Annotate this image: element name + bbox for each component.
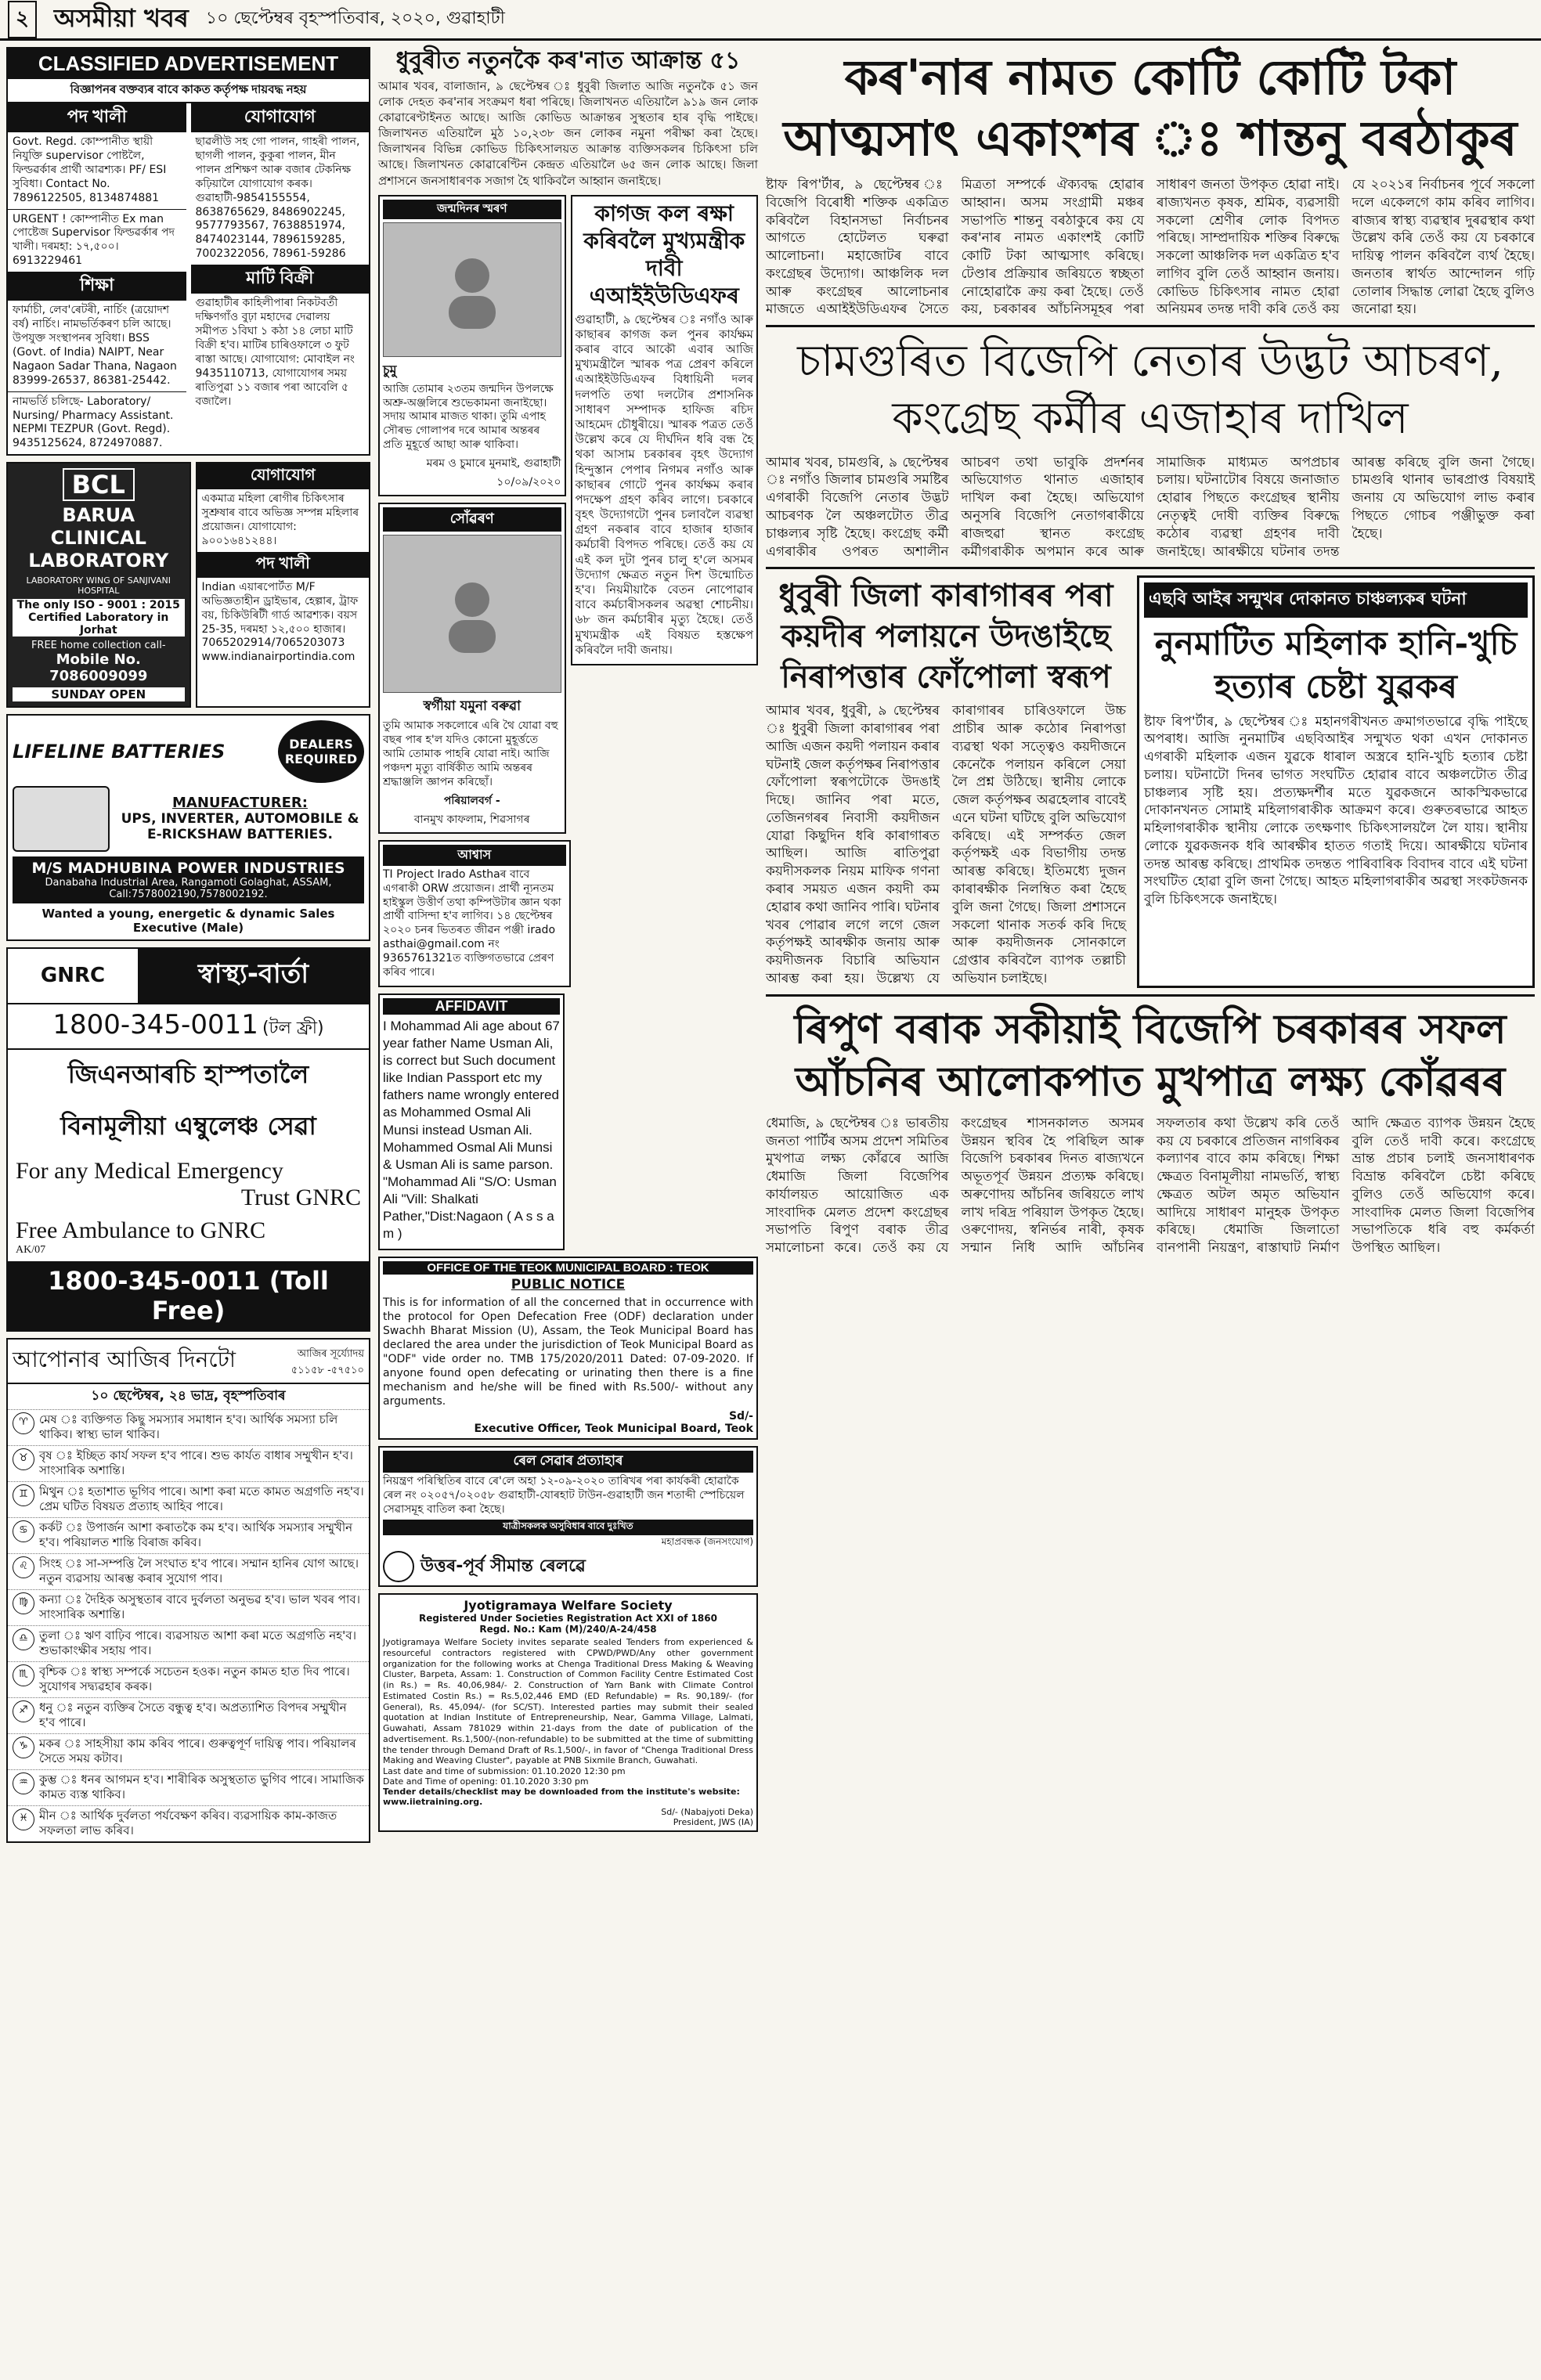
ripun-headline: ৰিপুণ বৰাক সকীয়াই বিজেপি চৰকাৰৰ সফল আঁচনিৰ আলোকপাত মুখপাত্ৰ লক্ষ্য কোঁৱৰৰ: [794, 1004, 1507, 1106]
obituary-title: সোঁৱৰণ: [383, 507, 561, 532]
gnrc-hospital: জিএনআৰচি হাস্পতালৈ: [8, 1048, 369, 1102]
obituary-photo: [383, 535, 561, 693]
horoscope-item: [8, 1661, 369, 1697]
railway-footer: যাত্ৰীসকলক অসুবিধাৰ বাবে দুঃখিত: [383, 1520, 753, 1535]
paper-name: অসমীয়া খবৰ: [53, 2, 189, 33]
obituary-family-label: পৰিয়ালবৰ্গ -: [443, 794, 500, 807]
tender-opening: Date and Time of opening: 01.10.2020 3:30 pm: [383, 1776, 589, 1787]
land-sale-heading: মাটি বিক্ৰী: [191, 265, 370, 294]
person-icon: [441, 575, 503, 653]
memorial-name: চুমু: [383, 362, 397, 377]
tender-regno: Regd. No.: Kam (M)/240/A-24/458: [479, 1624, 657, 1635]
lifeline-products: UPS, INVERTER, AUTOMOBILE & E-RICKSHAW BATTERIES.: [121, 811, 359, 843]
gnrc-logo: GNRC: [40, 964, 106, 988]
contact-ad-1: ছাৱলীউ সহ গো পালন, গাহৰী পালন, ছাগলী পালন, কুকুৰা পালন, মীন পালন প্ৰশিক্ষণ আৰু বজাৰ টেকনিক্ষ কঢ়িয়ালৈ যোগাযোগ কৰক। গুৱাহাটী-9854155554, 8638765629, 8486902245, 9577793567, 7638851974, 8474023144, 7896159285, 7002322056, 78961-59286: [195, 135, 360, 261]
gnrc-tollfree: 1800-345-0011: [52, 1008, 258, 1040]
affidavit-text: I Mohammad Ali age about 67 year father Name Usman Ali, is correct but Such document like Indian Passport etc my fathers name wrongly entered as Mohammed Osmal Ali Munsi instead Usman Ali. Mohammed Osmal Ali Munsi & Usman Ali is same parson. "Mohammad Ali "S/O: Usman Ali "Vill: Shalkati Pather,"Dist:Nagaon ( A s s a m ): [383, 1018, 560, 1242]
zodiac-icon: ♈: [13, 1412, 34, 1434]
horoscope-text: সিংহ ঃ সা-সম্পত্তি লৈ সংঘাত হ'ব পাৰে। সম্মান হানিৰ যোগ আছে। নতুন ব্যৱসায় আৰম্ভ কৰাৰ সুযোগ পাব।: [39, 1556, 359, 1586]
dealers-badge: DEALERS REQUIRED: [278, 720, 364, 783]
chamaguri-headline: চামগুৰিত বিজেপি নেতাৰ উদ্ভট আচৰণ, কংগ্ৰেছ কৰ্মীৰ এজাহাৰ দাখিল: [797, 336, 1503, 444]
gnrc-emergency-1: For any Medical Emergency: [16, 1157, 283, 1184]
memorial-title: জন্মদিনৰ স্মৰণ: [383, 200, 561, 219]
memorial-text: আজি তোমাৰ ২৩তম জন্মদিন উপলক্ষে অশ্ৰু-অঞ্জলিৰে শুভেকামনা জনাইছো। সদায় আমাৰ মাজত থাকা। তুমি এপাহ সৌৰভ গোলাপৰ দৰে আমাৰ অন্তৰৰ প্ৰতি মুহূৰ্ত্তে আছা আৰু থাকিবা।: [383, 382, 554, 452]
lifeline-company: M/S MADHUBINA POWER INDUSTRIES: [31, 859, 345, 877]
zodiac-icon: ♒: [13, 1772, 34, 1794]
memorial-ad: [378, 195, 566, 497]
obituary-name: স্বৰ্গীয়া যমুনা বৰুৱা: [423, 698, 521, 715]
battery-icon: [13, 786, 110, 852]
horoscope-item: [8, 1553, 369, 1589]
teok-notice-head: OFFICE OF THE TEOK MUNICIPAL BOARD : TEOK: [383, 1261, 753, 1275]
ashwas-title: আশ্বাস: [383, 845, 566, 866]
dhubri-covid-article: [378, 47, 758, 189]
gnrc-emergency-2: Trust GNRC: [240, 1184, 361, 1210]
horoscope-item: [8, 1589, 369, 1625]
classified-disclaimer: বিজ্ঞাপনৰ বক্তব্যৰ বাবে কাকত কৰ্তৃপক্ষ দায়বদ্ধ নহয়: [8, 79, 369, 103]
classified-title: CLASSIFIED ADVERTISEMENT: [8, 49, 369, 79]
horoscope-date: ১০ ছেপ্টেম্বৰ, ২৪ ভাদ্ৰ, বৃহস্পতিবাৰ: [91, 1387, 286, 1404]
vacancy-heading: পদ খালী: [8, 103, 186, 132]
zodiac-icon: ♋: [13, 1520, 34, 1542]
zodiac-icon: ♉: [13, 1448, 34, 1470]
horoscope-text: বৃষ ঃ ইচ্ছিত কাৰ্য সফল হ'ব পাৰে। শুভ কাৰ্যত বাধাৰ সম্মুখীন হ'ব। সাংসাৰিক অশান্তি।: [39, 1448, 353, 1478]
contact2-heading: যোগাযোগ: [197, 463, 370, 489]
affidavit-ad: [378, 993, 565, 1250]
contact-heading: যোগাযোগ: [191, 103, 370, 132]
lifeline-ad: [6, 714, 370, 941]
horoscope-text: কৰ্কট ঃ উপাৰ্জন আশা কৰাতকৈ কম হ'ব। আৰ্থিক সমস্যাৰ সম্মুখীন হ'ব। পৰিয়ালত শান্তি বিৰাজ কৰিব।: [39, 1520, 353, 1550]
lifeline-address: Danabaha Industrial Area, Rangamoti Golaghat, ASSAM, Call:7578002190,7578002192.: [45, 876, 332, 900]
lead-article: [766, 47, 1535, 319]
bcl-laboratory-ad: [6, 462, 191, 707]
obituary-family: বানমুখ কাফলাম, শিৱসাগৰ: [413, 813, 530, 826]
railway-name: উত্তৰ-পূৰ্ব সীমান্ত ৰেলৱে: [420, 1556, 586, 1576]
horoscope-item: [8, 1769, 369, 1805]
vacancy-ad-1: Govt. Regd. কোম্পানীত স্থায়ী নিযুক্তি supervisor পোষ্টলৈ, ফিল্ডৱৰ্কাৰ প্ৰাৰ্থী আৱশ্যক। PF/ ESI সুবিধা। Contact No. 7896122505, 8134874881: [13, 135, 167, 204]
obituary-text: তুমি আমাক সকলোৰে এৰি থৈ যোৱা বহু বছৰ পাৰ হ'ল যদিও কোনো মুহূৰ্ত্ততে আমি তোমাক পাহৰি যোৱা নাই। আজি পঞ্চদশ মৃত্যু বাৰ্ষিকীত আমি অন্তৰৰ শ্ৰদ্ধাঞ্জলি জ্ঞাপন কৰিছোঁ।: [383, 719, 558, 788]
gnrc-tollfree-label: (টল ফ্ৰী): [262, 1018, 324, 1038]
railway-title: ৰেল সেৱাৰ প্ৰত্যাহাৰ: [383, 1451, 753, 1473]
bcl-sunday: SUNDAY OPEN: [13, 687, 185, 701]
dhubri-covid-body: আমাৰ খবৰ, বালাজান, ৯ ছেপ্টেম্বৰ ঃ ধুবুৰী জিলাত আজি নতুনকৈ ৫১ জন লোক দেহত কৰ'নাৰ সংক্ৰমণ ধৰা পৰিছে। জিলাখনত এতিয়ালৈ ৯১৯ জন লোক কোৱাৰেণ্টাইনত আছে। আজি কোভিড আক্ৰান্তৰ সুস্থতাৰ হাৰ বৃদ্ধি পাইছে। জিলাখনত এতিয়ালৈ মুঠ ১০,২৩৮ জন লোকৰ নমুনা পৰীক্ষা কৰা হৈছে। জিলাখনৰ বিভিন্ন কোভিড চিকিৎসালয়ত আক্ৰান্ত ব্যক্তিসকলৰ চিকিৎসা চলি আছে। জিলাখনত কোৱাৰেণ্টিন কেন্দ্ৰত এতিয়ালৈ ৬৫ জন লোক আছে। জিলা প্ৰশাসনে জনসাধাৰণক সজাগ হৈ থাকিবলৈ আহ্বান জনাইছে।: [378, 79, 758, 188]
classified-column: [6, 47, 370, 1849]
dhubri-jail-article: [766, 575, 1126, 987]
bcl-logo: BCL: [63, 468, 135, 501]
teok-notice-sd: Sd/-: [728, 1410, 753, 1423]
zodiac-icon: ♏: [13, 1664, 34, 1686]
horoscope-text: বৃশ্চিক ঃ স্বাস্থ্য সম্পৰ্কে সচেতন হওক। নতুন কামত হাত দিব পাৰে। সুযোগৰ সদ্ব্যৱহাৰ কৰক।: [39, 1664, 350, 1694]
horoscope-item: [8, 1445, 369, 1481]
horoscope-text: কুম্ভ ঃ ধনৰ আগমন হ'ব। শাৰীৰিক অসুস্থতাত ভুগিব পাৰে। সামাজিক কামত ব্যস্ত থাকিব।: [39, 1772, 364, 1802]
zodiac-icon: ♊: [13, 1484, 34, 1506]
zodiac-icon: ♓: [13, 1808, 34, 1830]
obituary-ad: [378, 503, 566, 834]
horoscope-item: [8, 1625, 369, 1661]
tender-title: Jyotigramaya Welfare Society: [464, 1598, 673, 1614]
teok-notice-title: PUBLIC NOTICE: [511, 1277, 626, 1293]
main-news-column: [766, 47, 1535, 1257]
horoscope-text: মীন ঃ আৰ্থিক দুৰ্বলতা পৰ্যবেক্ষণ কৰিব। ব্যৱসায়িক কাম-কাজত সফলতা লাভ কৰিব।: [39, 1808, 337, 1838]
lifeline-brand: LIFELINE BATTERIES: [13, 740, 226, 763]
sunrise-time: ৫১১৫৮ -৫৭৫১০: [291, 1364, 364, 1376]
tender-reg: Registered Under Societies Registration Act XXI of 1860: [419, 1613, 717, 1625]
sunrise-label: আজিৰ সূৰ্য্যোদয়: [297, 1347, 364, 1360]
post-heading: পদ খালী: [197, 552, 370, 578]
horoscope-item: [8, 1481, 369, 1517]
horoscope-text: ধনু ঃ নতুন ব্যক্তিৰ সৈতে বন্ধুত্ব হ'ব। অপ্ৰত্যাশিত বিপদৰ সম্মুখীন হ'ব পাৰে।: [39, 1700, 347, 1730]
teok-notice-text: This is for information of all the concerned that in occurrence with the protocol for Open Defecation Free (ODF) declaration under Swachh Bharat Mission (U), Assam, the Teok Municipal Board has declared the area under the jurisdiction of Teok Municipal Board as "ODF" vide order no. TMB 175/2020/2011 Dated: 07-09-2020. If anyone found open defecating or urinating then there is a fine mechanism and he/she will be fined with Rs.500/- without any arguments.: [383, 1296, 753, 1408]
horoscope-text: মেষ ঃ ব্যক্তিগত কিছু সমস্যাৰ সমাধান হ'ব। আৰ্থিক সমস্যা চলি থাকিব। স্বাস্থ্য ভাল থাকিব।: [39, 1412, 338, 1442]
contact2-ad: একমাত্ৰ মহিলা ৰোগীৰ চিকিৎসাৰ সুশ্ৰুষাৰ বাবে অভিজ্ঞ সম্পন্ন মহিলাৰ প্ৰয়োজন। যোগাযোগ: ৯০০১৬৪১২৪৪।: [201, 492, 359, 547]
horoscope-item: [8, 1697, 369, 1733]
dhubri-jail-body: আমাৰ খবৰ, ধুবুৰী, ৯ ছেপ্টেম্বৰ ঃ ধুবুৰী জিলা কাৰাগাৰৰ পৰা আজি এজন কয়দী পলায়ন কৰাৰ ঘটনাই জেল কৰ্তৃপক্ষৰ নিৰাপত্তাৰ ফোঁপোলা স্বৰূপটোকে উদঙাই দিছে। জানিব পৰা মতে, তেজিনগৰৰ নিবাসী কয়দীজন যোৱা কিছুদিন ধৰি কাৰাগাৰত আছিল। আজি ৰাতিপুৱা কয়দীসকলক নিয়ম মাফিক গণনা কৰাৰ সময়ত এজন কয়দী কম হোৱাৰ কথা জানিব পাৰি। ঘটনাৰ খবৰ পোৱাৰ লগে লগে জেল কৰ্তৃপক্ষই আৰক্ষীক জনায় আৰু কয়দীজনক বিচাৰি অভিযান আৰম্ভ কৰা হয়। উল্লেখ্য যে কাৰাগাৰৰ চাৰিওফালে উচ্চ প্ৰাচীৰ আৰু কঠোৰ নিৰাপত্তা ব্যৱস্থা থকা সত্ত্বেও কয়দীজনে কেনেকৈ পলায়ন কৰিলে সেয়া লৈ প্ৰশ্ন উঠিছে। স্থানীয় লোকে জেল কৰ্তৃপক্ষৰ অৱহেলাৰ বাবেই এনে ঘটনা ঘটিছে বুলি অভিযোগ কৰিছে। এই সম্পৰ্কত জেল কৰ্তৃপক্ষই এক বিভাগীয় তদন্ত আৰম্ভ কৰিছে। ইতিমধ্যে দুজন কাৰাৰক্ষীক নিলম্বিত কৰা হৈছে বুলি জনা গৈছে। জিলা প্ৰশাসনে সকলো থানাক সতৰ্ক কৰি দিছে আৰু কয়দীজনক সোনকালে গ্ৰেপ্তাৰ কৰিবলৈ ব্যাপক তল্লাচী অভিযান চলাইছে।: [766, 703, 1126, 986]
ashwas-text: TI Project Irado Asthaৰ বাবে এগৰাকী ORW প্ৰয়োজন। প্ৰাৰ্থী ন্যূনতম হাইস্কুল উত্তীৰ্ণ তথা কম্পিউটাৰ জ্ঞান থকা প্ৰাৰ্থী বাসিন্দা হ'ব লাগিব। ১৪ ছেপ্টেম্বৰ ২০২০ চনৰ ভিতৰত জীৱন পঞ্জী irado asthai@gmail.com নং 9365761321ত ব্যক্তিগতভাৱে প্ৰেৰণ কৰিব পাৰে।: [383, 867, 561, 979]
horoscope-item: [8, 1733, 369, 1769]
gnrc-tollfree-en: 1800-345-0011 (Toll Free): [8, 1261, 369, 1330]
middle-column: [378, 47, 758, 1838]
gnrc-ad: [6, 947, 370, 1332]
horoscope-title: আপোনাৰ আজিৰ দিনটো: [13, 1346, 236, 1372]
horoscope-text: তুলা ঃ ঋণ বাঢ়িব পাৰে। ব্যৱসায়ত আশা কৰা মতে অগ্ৰগতি নহ'ব। শুভাকাংক্ষীৰ সহায় পাব।: [39, 1628, 356, 1658]
chamaguri-body: আমাৰ খবৰ, চামগুৰি, ৯ ছেপ্টেম্বৰ ঃ নগাঁও জিলাৰ চামগুৰি সমষ্টিৰ এগৰাকী বিজেপি নেতাৰ উদ্ভট আচৰণক লৈ অঞ্চলটোত তীব্ৰ চাঞ্চল্যৰ সৃষ্টি হৈছে। কংগ্ৰেছ কৰ্মী এগৰাকীৰ ওপৰত অশালীন আচৰণ তথা ভাবুকি প্ৰদৰ্শনৰ অভিযোগত থানাত এজাহাৰ দাখিল কৰা হৈছে। অভিযোগ অনুসৰি বিজেপি নেতাগৰাকীয়ে ৰাজহুৱা স্থানত কংগ্ৰেছ কৰ্মীগৰাকীক অপমান কৰে আৰু সামাজিক মাধ্যমত অপপ্ৰচাৰ চলায়। ঘটনাটোৰ বিষয়ে জনাজাত হোৱাৰ পিছতে কংগ্ৰেছৰ স্থানীয় নেতৃত্বই দোষী ব্যক্তিৰ বিৰুদ্ধে কঠোৰ ব্যৱস্থা গ্ৰহণৰ দাবী জনাইছে। আৰক্ষীয়ে ঘটনাৰ তদন্ত আৰম্ভ কৰিছে বুলি জনা গৈছে। চামগুৰি থানাৰ ভাৰপ্ৰাপ্ত বিষয়াই জনায় যে অভিযোগ লাভ কৰাৰ পিছতে গোচৰ পঞ্জীভুক্ত কৰা হৈছে।: [766, 454, 1535, 560]
education-ad-1: ফাৰ্মাচী, লেব'ৰেটৰী, নাৰ্চিং (ত্ৰয়োদশ বৰ্ষ) নাৰ্চিং। নামভৰ্তিকৰণ চলি আছে। উপযুক্ত সংস্থাপনৰ সুবিধা। BSS (Govt. of India) NAIPT, Near Nagaon Sadar Thana, Nagaon 83999-26537, 86381-25442.: [13, 304, 177, 387]
nunmati-article: [1137, 575, 1535, 987]
classified-section: [6, 47, 370, 456]
page-number: ২: [8, 1, 37, 38]
nunmati-kicker: এছবি আইৰ সন্মুখৰ দোকানত চাঞ্চল্যকৰ ঘটনা: [1144, 582, 1528, 618]
classified-side: [196, 462, 371, 707]
memorial-date: ১০/০৯/২০২০: [496, 476, 561, 489]
tender-last-date: Last date and time of submission: 01.10.2020 12:30 pm: [383, 1766, 626, 1777]
tender-president: President, JWS (IA): [673, 1817, 753, 1828]
teok-public-notice: [378, 1257, 758, 1440]
gnrc-ambulance: বিনামূলীয়া এম্বুলেঞ্চ সেৱা: [60, 1110, 316, 1141]
gnrc-code: AK/07: [16, 1243, 46, 1256]
ripun-body: ধেমাজি, ৯ ছেপ্টেম্বৰ ঃ ভাৰতীয় জনতা পাৰ্টিৰ অসম প্ৰদেশ সমিতিৰ মুখপাত্ৰ লক্ষ্য কোঁৱৰে আজি ধেমাজি জিলা বিজেপিৰ কাৰ্যালয়ত আয়োজিত এক সাংবাদিক মেলত প্ৰদেশ কংগ্ৰেছৰ সভাপতি ৰিপুণ বৰাক তীব্ৰ সমালোচনা কৰে। তেওঁ কয় যে কংগ্ৰেছৰ শাসনকালত অসমৰ উন্নয়ন স্থবিৰ হৈ পৰিছিল আৰু বিজেপি চৰকাৰৰ দিনত ৰাজ্যখনে অভূতপূৰ্ব উন্নয়ন প্ৰত্যক্ষ কৰিছে। অৰুণোদয় আঁচনিৰ জৰিয়তে লাখ লাখ দৰিদ্ৰ পৰিয়াল উপকৃত হৈছে। ওৰুণোদয়, স্বনিৰ্ভৰ নাৰী, কৃষক সন্মান নিধি আদি আঁচনিৰ সফলতাৰ কথা উল্লেখ কৰি তেওঁ কয় যে চৰকাৰে প্ৰতিজন নাগৰিকৰ কল্যাণৰ বাবে কাম কৰিছে। শিক্ষা ক্ষেত্ৰত বিনামূলীয়া নামভৰ্তি, স্বাস্থ্য ক্ষেত্ৰত অটল অমৃত অভিযান আদিয়ে সাধাৰণ মানুহক উপকৃত কৰিছে। ধেমাজি জিলাতো বানপানী নিয়ন্ত্ৰণ, ৰাস্তাঘাট নিৰ্মাণ আদি ক্ষেত্ৰত ব্যাপক উন্নয়ন হৈছে বুলি তেওঁ দাবী কৰে। কংগ্ৰেছে ভ্ৰান্ত প্ৰচাৰ চলাই জনসাধাৰণক বিভ্ৰান্ত কৰিবলৈ চেষ্টা কৰিছে বুলিও তেওঁ অভিযোগ কৰে। সাংবাদিক মেলত জিলা বিজেপিৰ সভাপতিকে ধৰি বহু কৰ্মকৰ্তা উপস্থিত আছিল।: [766, 1115, 1535, 1257]
horoscope-item: [8, 1805, 369, 1841]
tender-text: Jyotigramaya Welfare Society invites separate sealed Tenders from experienced & resourceful contractors registered with CPWD/PWD/Any other government organization for the following works at Chenga Traditional Dress Making & Weaving Cluster, Barpeta, Assam: 1. Construction of Common Facility Centre Estimated Cost (in Rs.) = Rs. 40,06,984/- 2. Construction of Yarn Bank with Climate Control Estimated Costin Rs.) = Rs.5,02,446 EMD (ED Refundable) = Rs. 90,189/- (for General), Rs. 45,094/- (for SC/ST). Interested parties may submit their sealed quotation at Indian Institute of Entrepreneurship, Near, Gamma Village, Lalmati, Guwahati, Assam 781029 within 21-days from the date of publication of the advertisement. Rs.1,500/-(non-refundable) to be submitted at the time of submitting the tender through Demand Draft of Rs.1,500/-, in favor of "Chenga Traditional Dress Making and Weaving Cluster", payable at PNB Sixmile Branch, Guwahati.: [383, 1637, 753, 1766]
paper-mill-headline: কাগজ কল ৰক্ষা কৰিবলৈ মুখ্যমন্ত্ৰীক দাবী এআইইউডিএফৰ: [583, 200, 745, 308]
chamaguri-article: [766, 334, 1535, 561]
health-title: স্বাস্থ্য-বাৰ্তা: [138, 949, 369, 1003]
horoscope-list: [8, 1409, 369, 1841]
paper-mill-body: গুৱাহাটী, ৯ ছেপ্টেম্বৰ ঃ নগাঁও আৰু কাছাৰৰ কাগজ কল পুনৰ কাৰ্যক্ষম কৰাৰ বাবে আকৌ এবাৰ আজি মুখ্যমন্ত্ৰীলৈ স্মাৰক পত্ৰ প্ৰেৰণ কৰিলে এআইইউডিএফৰ বিধায়িনী দলৰ দলপতি তথা দলটোৰ প্ৰশাসনিক সাধাৰণ সম্পাদক হাফিজ ৰচিদ আহমেদ চৌধুৰীয়ে। স্মাৰক পত্ৰত তেওঁ উল্লেখ কৰে যে দীৰ্ঘদিন ধৰি বন্ধ হৈ থকা আসাম চৰকাৰৰ বৃহৎ উদ্যোগ হিন্দুস্তান পেপাৰ নিগমৰ নগাঁও আৰু কাছাৰৰ গোটে পুনৰ কাৰ্যক্ষম কৰাৰ পদক্ষেপ গ্ৰহণ কৰিব লাগে। চৰকাৰে বৃহৎ উদ্যোগটো পুনৰ চলাবলৈ ব্যৱস্থা গ্ৰহণ নকৰাৰ বাবে হাজাৰ হাজাৰ কৰ্মচাৰী বিপদত পৰিছে। তেওঁ কয় যে এই কল দুটা পুনৰ চালু হ'লে অসমৰ উদ্যোগ ক্ষেত্ৰত নতুন দিশ উন্মোচিত হ'ব। নিয়মীয়াকৈ বেতন নোপোৱাৰ বাবে কৰ্মচাৰীসকলৰ অৱস্থা শোচনীয়। ৬৮ জন কৰ্মচাৰীৰ মৃত্যু হৈছে। তেওঁ মুখ্যমন্ত্ৰীক এই বিষয়ত হস্তক্ষেপ কৰিবলৈ দাবী জনায়।: [575, 312, 753, 657]
horoscope-item: [8, 1517, 369, 1553]
zodiac-icon: ♐: [13, 1700, 34, 1722]
post-ad: Indian এয়াৰপোৰ্টত M/F অভিজ্ঞতাহীন ড্ৰাইভাৰ, হেল্পাৰ, ট্ৰাফ বয়, চিকিউৰিটী গাৰ্ড আৱশ্যক। বয়স 25-35, দৰমহা ১২,৫০০ হাজাৰ। 7065202914/7065203073 www.indianairportindia.com: [201, 580, 359, 664]
bcl-mobile: Mobile No. 7086009099: [49, 651, 148, 684]
memorial-signed: মৰম ও চুমাৰে মুনমাই, গুৱাহাটী: [426, 457, 561, 471]
lead-body: ষ্টাফ ৰিপ'ৰ্টাৰ, ৯ ছেপ্টেম্বৰ ঃ বিজেপি বিৰোধী শক্তিক একত্ৰিত কৰিবলৈ বিহানসভা নিৰ্বাচনৰ আগতে হোটেলত ঘৰুৱা আলোচনা। মহাজোটৰ বাবে কংগ্ৰেছৰ উদ্যোগ। আঞ্চলিক দল আৰু কংগ্ৰেছৰ আলোচনাৰ মাজতে এআইইউডিএফৰ সৈতে মিত্ৰতা সম্পৰ্কে ঐক্যবদ্ধ হোৱাৰ আহ্বান। অসম সংগ্ৰামী মঞ্চৰ সভাপতি শান্তনু বৰঠাকুৰে কয় যে কৰ'নাৰ নামত একাংশই কোটি কোটি টকা আত্মসাৎ কৰিছে। টেণ্ডাৰ প্ৰক্ৰিয়াৰ জৰিয়তে স্বচ্ছতা নোহোৱাকৈ ক্ৰয় কৰা হৈছে। তেওঁ কয়, চৰকাৰৰ আঁচনিসমূহৰ পৰা সাধাৰণ জনতা উপকৃত হোৱা নাই। ৰাজ্যখনত কৃষক, শ্ৰমিক, ব্যৱসায়ী সকলো শ্ৰেণীৰ লোক বিপদত পৰিছে। সাম্প্ৰদায়িক শক্তিৰ বিৰুদ্ধে সকলো আঞ্চলিক দল একত্ৰিত হ'ব লাগিব বুলি তেওঁ আহ্বান জনায়। কোভিড চিকিৎসাৰ নামত হোৱা অনিয়মৰ তদন্ত দাবী কৰি তেওঁ কয় যে ২০২১ৰ নিৰ্বাচনৰ পূৰ্বে সকলো দলে একেলগে কাম কৰিব লাগিব। ৰাজ্যৰ স্বাস্থ্য ব্যৱস্থাৰ দুৰৱস্থাৰ কথা উল্লেখ কৰি তেওঁ কয় যে চৰকাৰে দায়িত্ব পালন কৰিবলৈ ব্যৰ্থ হৈছে। জনতাৰ স্বাৰ্থত আন্দোলন গঢ়ি তোলাৰ সিদ্ধান্ত লোৱা হৈছে বুলিও জনোৱা হয়।: [766, 177, 1535, 318]
vacancy-ad-2: URGENT ! কোম্পানীত Ex man পোষ্টেজ Supervisor ফিল্ডৱৰ্কাৰ পদ খালী। দৰমহা: ১৭,৫০০। 6913229461: [8, 209, 186, 272]
bcl-tagline: LABORATORY WING OF SANJIVANI HOSPITAL: [26, 575, 171, 596]
teok-notice-officer: Executive Officer, Teok Municipal Board, Teok: [474, 1423, 753, 1436]
horoscope-section: [6, 1338, 370, 1843]
zodiac-icon: ♌: [13, 1556, 34, 1578]
nunmati-headline: নুনমাটিত মহিলাক হানি-খুচি হত্যাৰ চেষ্টা যুৱকৰ: [1154, 624, 1518, 705]
horoscope-item: [8, 1409, 369, 1445]
horoscope-text: মিথুন ঃ হতাশাত ভূগিব পাৰে। আশা কৰা মতে কামত অগ্ৰগতি নহ'ব। প্ৰেম ঘটিত বিষয়ত প্ৰত্যাহ আহিব পাৰে।: [39, 1484, 364, 1514]
tender-notice: [378, 1593, 758, 1832]
horoscope-text: কন্যা ঃ দৈহিক অসুস্থতাৰ বাবে দুৰ্বলতা অনুভৱ হ'ব। ভাল খবৰ পাব। সাংসাৰিক অশান্তি।: [39, 1592, 361, 1622]
horoscope-text: মকৰ ঃ সাহসীয়া কাম কৰিব পাৰে। গুৰুত্বপূৰ্ণ দায়িত্ব পাব। পৰিয়ালৰ সৈতে সময় কটাব।: [39, 1736, 356, 1766]
tender-download: Tender details/checklist may be downloaded from the institute's website: www.iietraining.org.: [383, 1787, 740, 1808]
nunmati-body: ষ্টাফ ৰিপ'ৰ্টাৰ, ৯ ছেপ্টেম্বৰ ঃ মহানগৰীখনত ক্ৰমাগতভাৱে বৃদ্ধি পাইছে অপৰাধ। আজি নুনমাটিৰ এছবিআইৰ সন্মুখত থকা এখন দোকানত এগৰাকী মহিলাক এজন যুৱকে ধাৰাল অস্ত্ৰৰে হানি-খুচি হত্যাৰ চেষ্টা চলায়। ঘটনাটো দিনৰ ভাগত সংঘটিত হোৱাৰ বাবে অঞ্চলটোত তীব্ৰ চাঞ্চল্যৰ সৃষ্টি হয়। প্ৰত্যক্ষদৰ্শীৰ মতে যুৱকজনে আকস্মিকভাৱে দোকানখনত সোমাই মহিলাগৰাকীক আক্ৰমণ কৰে। গুৰুতৰভাৱে আহত মহিলাগৰাকীক স্থানীয় লোকে তৎক্ষণাৎ চিকিৎসালয়লৈ লৈ যায়। স্থানীয় লোকে যুৱকজনক ধৰি আৰক্ষীৰ হাতত গতাই দিয়ে। আৰক্ষীয়ে ঘটনাৰ তদন্ত আৰম্ভ কৰিছে। প্ৰাথমিক তদন্তত পাৰিবাৰিক বিবাদৰ বাবে এই ঘটনা সংঘটিত হোৱা বুলি জনা গৈছে। আহত মহিলাগৰাকীৰ অৱস্থা সংকটজনক বুলি চিকিৎসকে জনাইছে।: [1144, 713, 1528, 908]
dhubri-covid-headline: ধুবুৰীত নতুনকৈ কৰ'নাত আক্ৰান্ত ৫১: [395, 47, 741, 74]
education-ad-2: নামভৰ্তি চলিছে- Laboratory/ Nursing/ Pharmacy Assistant. NEPMI TEZPUR (Govt. Regd). 9435125624, 8724970887.: [8, 391, 186, 455]
paper-mill-article: [571, 195, 759, 665]
gnrc-free-ambulance: Free Ambulance to GNRC: [16, 1217, 266, 1243]
tender-sd: Sd/- (Nabajyoti Deka): [661, 1807, 753, 1818]
railway-logo-icon: [383, 1551, 414, 1582]
lifeline-manufacturer: MANUFACTURER:: [171, 795, 308, 812]
person-icon: [441, 251, 503, 329]
dhubri-jail-headline: ধুবুৰী জিলা কাৰাগাৰৰ পৰা কয়দীৰ পলায়নে উদঙাইছে নিৰাপত্তাৰ ফোঁপোলা স্বৰূপ: [778, 577, 1113, 696]
date-line: ১০ ছেপ্টেম্বৰ বৃহস্পতিবাৰ, ২০২০, গুৱাহাটী: [205, 9, 505, 28]
zodiac-icon: ♑: [13, 1736, 34, 1758]
railway-text: নিয়ন্ত্ৰণ পৰিস্থিতিৰ বাবে ৰে'লে অহা ১২-০৯-২০২০ তাৰিখৰ পৰা কাৰ্যকৰী হোৱাকৈ ৰেল নং ০২০৫৭/০২০৫৮ গুৱাহাটী-যোৰহাট টাউন-গুৱাহাটী জন শতাব্দী স্পেচিয়েল সেৱাসমূহ বাতিল কৰা হৈছে।: [383, 1475, 745, 1516]
ashwas-ad: [378, 840, 571, 987]
ripun-article: [766, 1003, 1535, 1257]
bcl-free: FREE home collection call-: [31, 639, 166, 651]
lead-headline: কৰ'নাৰ নামত কোটি কোটি টকা আত্মসাৎ একাংশৰ ঃ শান্তনু বৰঠাকুৰ: [783, 49, 1518, 167]
railway-division: মহাপ্ৰবন্ধক (জনসংযোগ): [661, 1536, 753, 1548]
zodiac-icon: ♍: [13, 1592, 34, 1614]
memorial-photo: [383, 222, 561, 357]
masthead: [0, 0, 1541, 41]
lifeline-wanted: Wanted a young, energetic & dynamic Sales Executive (Male): [42, 906, 335, 935]
zodiac-icon: ♎: [13, 1628, 34, 1650]
land-sale-ad: গুৱাহাটীৰ কাহিলীপাৰা নিকটবৰ্তী দক্ষিণগাঁও বুঢ়া মহাদেৱ দেৱালয় সমীপত ১বিঘা ১ কঠা ১৪ লেচা মাটি বিক্ৰী হ'ব। মাটিৰ চাৰিওফালে ৩ ফুট ৰাস্তা আছে। যোগাযোগ: মোবাইল নং 9435110713, যোগাযোগৰ সময় ৰাতিপুৱা ১১ বজাৰ পৰা আবেলি ৫ বজালৈ।: [195, 297, 355, 408]
bcl-name: BARUA CLINICAL LABORATORY: [28, 504, 169, 572]
education-heading: শিক্ষা: [8, 272, 186, 301]
bcl-iso: The only ISO - 9001 : 2015 Certified Laboratory in Jorhat: [13, 599, 185, 636]
railway-notice: [378, 1446, 758, 1587]
affidavit-title: AFFIDAVIT: [383, 998, 560, 1015]
